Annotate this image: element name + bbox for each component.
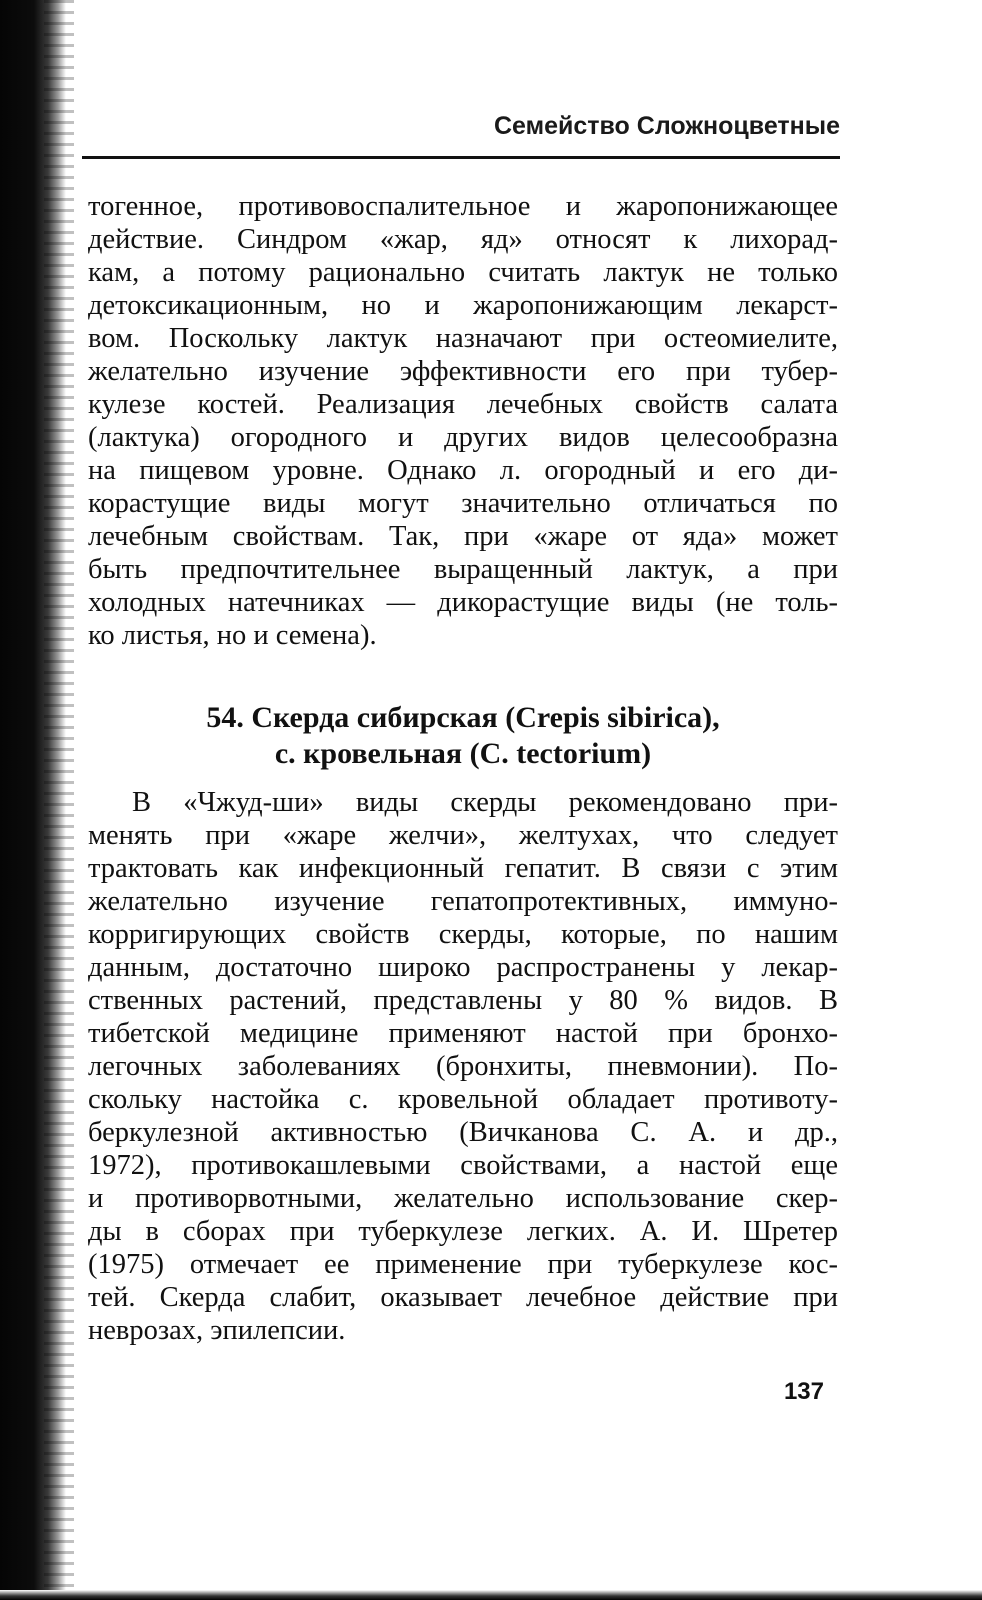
paragraph-2: [88, 786, 838, 1347]
header-rule: [82, 156, 840, 159]
running-head: Семейство Сложноцветные: [493, 112, 840, 140]
page-number: 137: [783, 1378, 824, 1405]
text-line: В «Чжуд-ши» виды скерды рекомендовано при-: [132, 787, 838, 818]
text-line: трактовать как инфекционный гепатит. В связи с этим: [88, 853, 838, 884]
text-line: корригирующих свойств скерды, которые, по нашим: [88, 919, 838, 950]
text-line: вом. Поскольку лактук назначают при остеомиелите,: [88, 323, 838, 354]
text-line: ко листья, но и семена).: [88, 620, 377, 651]
text-line: детоксикационным, но и жаропонижающим лекарст-: [88, 290, 838, 321]
text-line: менять при «жаре желчи», желтухах, что следует: [88, 820, 838, 851]
text-line: беркулезной активностью (Вичканова С. А. и др.,: [88, 1117, 838, 1148]
text-line: тей. Скерда слабит, оказывает лечебное действие при: [88, 1282, 838, 1313]
text-line: ственных растений, представлены у 80 % видов. В: [88, 985, 838, 1016]
page-bottom-edge: [0, 1590, 982, 1600]
section-title-line: с. кровельная (C. tectorium): [274, 737, 652, 770]
text-line: скольку настойка с. кровельной обладает противоту-: [88, 1084, 838, 1115]
text-line: желательно изучение эффективности его при тубер-: [88, 356, 838, 387]
text-line: ды в сборах при туберкулезе легких. А. И. Шретер: [88, 1216, 838, 1247]
text-line: и противорвотными, желательно использование скер-: [88, 1183, 838, 1214]
text-line: кам, а потому рационально считать лактук не только: [88, 257, 838, 288]
section-title-line: 54. Скерда сибирская (Crepis sibirica),: [206, 701, 720, 734]
text-line: на пищевом уровне. Однако л. огородный и его ди-: [88, 455, 838, 486]
text-line: тибетской медицине применяют настой при бронхо-: [88, 1018, 838, 1049]
text-line: неврозах, эпилепсии.: [88, 1315, 346, 1346]
text-line: быть предпочтительнее выращенный лактук, а при: [88, 554, 838, 585]
section-title: [88, 700, 838, 772]
text-line: желательно изучение гепатопротективных, иммуно-: [88, 886, 838, 917]
text-line: (лактука) огородного и других видов целесообразна: [88, 422, 838, 453]
text-line: (1975) отмечает ее применение при туберкулезе кос-: [88, 1249, 838, 1280]
text-line: лечебным свойствам. Так, при «жаре от яда» может: [88, 521, 838, 552]
text-line: холодных натечниках — дикорастущие виды (не толь-: [88, 587, 838, 618]
text-line: действие. Синдром «жар, яд» относят к лихорад-: [88, 224, 838, 255]
paragraph-1: [88, 190, 838, 652]
text-line: кулезе костей. Реализация лечебных свойств салата: [88, 389, 838, 420]
scan-noise: [44, 0, 74, 1600]
text-line: 1972), противокашлевыми свойствами, а настой еще: [88, 1150, 838, 1181]
text-line: корастущие виды могут значительно отличаться по: [88, 488, 838, 519]
text-line: данным, достаточно широко распространены у лекар-: [88, 952, 838, 983]
text-line: легочных заболеваниях (бронхиты, пневмонии). По-: [88, 1051, 838, 1082]
text-line: тогенное, противовоспалительное и жаропонижающее: [88, 191, 838, 222]
